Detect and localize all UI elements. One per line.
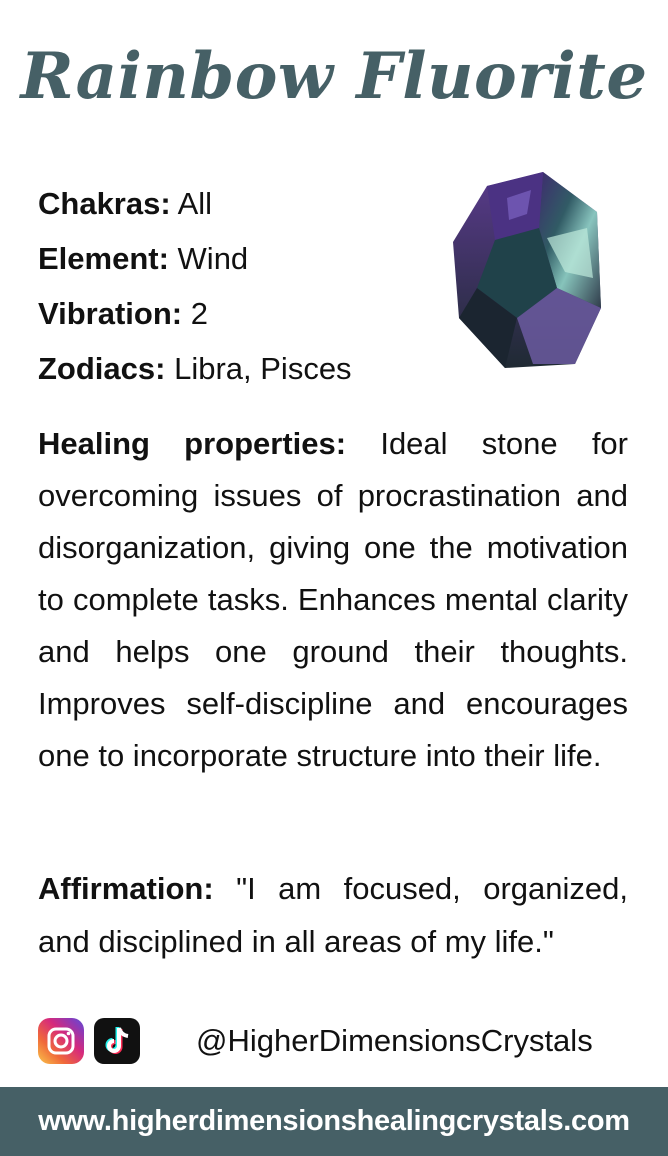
affirmation-text: "I am focused, organized, and disciplined in all areas of my life." — [38, 871, 628, 959]
attribute-label: Element: — [38, 241, 169, 276]
attribute-chakras — [38, 176, 438, 231]
attribute-zodiacs — [38, 341, 438, 396]
attribute-element — [38, 231, 438, 286]
social-row — [38, 1017, 628, 1067]
fluorite-stone-image — [447, 168, 607, 374]
healing-text: Ideal stone for overcoming issues of procrastination and disorganization, giving one the motivation to complete tasks. Enhances mental clarity and helps one ground their thoughts. Improves self-discipline and encourages one to incorporate structure into their life. — [38, 426, 628, 773]
attribute-value: All — [177, 186, 213, 221]
attributes-list — [38, 176, 438, 396]
tiktok-icon[interactable] — [94, 1018, 140, 1064]
affirmation — [38, 862, 628, 968]
attribute-label: Zodiacs: — [38, 351, 166, 386]
social-handle[interactable]: @HigherDimensionsCrystals — [196, 1023, 593, 1058]
affirmation-label: Affirmation: — [38, 871, 214, 906]
attribute-value: Libra, Pisces — [174, 351, 352, 386]
page-title: Rainbow Fluorite — [20, 39, 648, 114]
attribute-label: Chakras: — [38, 186, 171, 221]
healing-properties — [38, 418, 628, 782]
instagram-icon[interactable] — [38, 1018, 84, 1064]
footer-website-link[interactable]: www.higherdimensionshealingcrystals.com — [0, 1087, 668, 1156]
attribute-value: Wind — [177, 241, 249, 276]
attribute-vibration — [38, 286, 438, 341]
attribute-value: 2 — [190, 296, 208, 331]
healing-label: Healing properties: — [38, 426, 347, 461]
attribute-label: Vibration: — [38, 296, 183, 331]
